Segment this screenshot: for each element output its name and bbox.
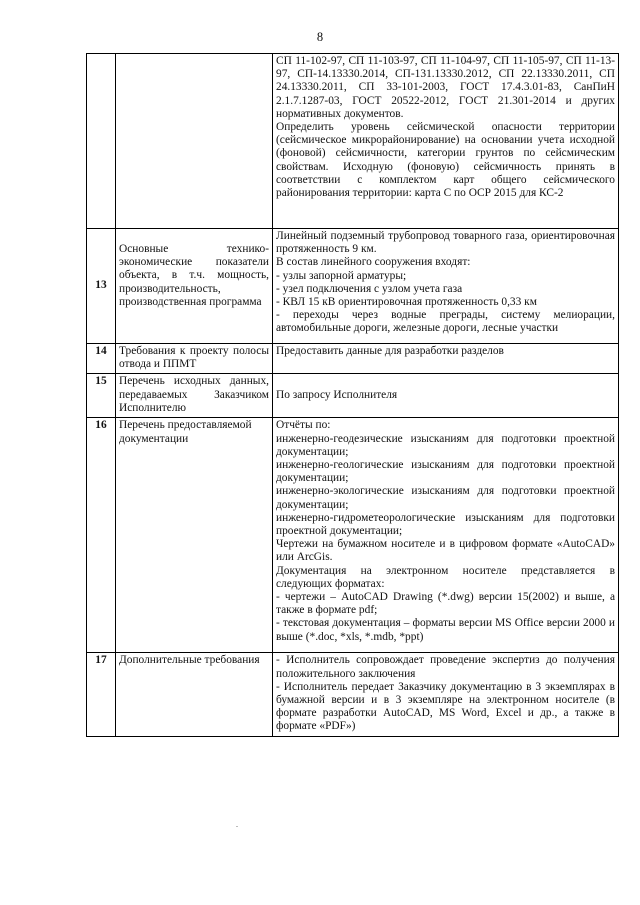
value-paragraph: - текстовая документация – форматы версии MS Office версии 2000 и выше (*.doc, *xls, *.mdb, *ppt)	[276, 617, 615, 643]
scan-dot	[236, 826, 238, 827]
row-name-text: Перечень предоставляемой документации	[119, 419, 252, 445]
table-row	[87, 374, 619, 418]
value-paragraph: СП 11-102-97, СП 11-103-97, СП 11-104-97, СП 11-105-97, СП 11-13-97, СП-14.13330.2014, СП-131.13330.2012, СП 22.13330.2011, СП 24.13330.2011, СП 33-101-2003, ГОСТ 17.4.3.01-83, СанПиН 2.1.7.1287-03, ГОСТ 20522-2012, ГОСТ 21.301-2014 и других нормативных документов.	[276, 55, 615, 120]
table-row	[87, 418, 619, 653]
value-paragraph: - узлы запорной арматуры;	[276, 269, 407, 282]
value-paragraph: - КВЛ 15 кВ ориентировочная протяженность 0,33 км	[276, 296, 537, 309]
row-number: 15	[87, 374, 116, 418]
row-name-text: Дополнительные требования	[119, 654, 260, 667]
row-value	[273, 418, 619, 653]
row-number: 17	[87, 653, 116, 736]
value-paragraph: инженерно-геодезические изысканиям для подготовки проектной документации;	[276, 432, 615, 458]
table-row	[87, 344, 619, 374]
row-name-text: Основные технико-экономические показатели объекта, в т.ч. мощность, производительность, производственная программа	[119, 243, 269, 308]
row-name	[116, 344, 273, 374]
value-paragraph: Предоставить данные для разработки разделов	[276, 345, 504, 357]
value-paragraph: Чертежи на бумажном носителе и в цифровом формате «AutoCAD» или ArcGis.	[276, 538, 615, 564]
row-value	[273, 653, 619, 736]
page-number: 8	[316, 30, 324, 44]
row-name	[116, 418, 273, 653]
row-value	[273, 229, 619, 344]
value-paragraph: - чертежи – AutoCAD Drawing (*.dwg) версии 15(2002) и выше, а также в формате pdf;	[276, 591, 615, 617]
value-paragraph: - Исполнитель сопровождает проведение экспертиз до получения положительного заключения	[276, 654, 615, 680]
value-paragraph: Линейный подземный трубопровод товарного газа, ориентировочная протяженность 9 км.	[276, 230, 615, 256]
table-row	[87, 229, 619, 344]
row-name	[116, 54, 273, 229]
value-paragraph: - переходы через водные преграды, систему мелиорации, автомобильные дороги, железные дороги, лесные участки	[276, 309, 615, 335]
value-paragraph: В состав линейного сооружения входят:	[276, 256, 471, 269]
row-value	[273, 344, 619, 374]
value-paragraph: Документация на электронном носителе представляется в следующих форматах:	[276, 564, 615, 590]
row-value	[273, 374, 619, 418]
value-paragraph: Определить уровень сейсмической опасности территории (сейсмическое микрорайонирование) на основании учета исходной (фоновой) сейсмичности, категории грунтов по сейсмическим свойствам. Исходную (фоновую) сейсмичность принять в соответствии с комплектом карт общего сейсмического районирования территории: карта С по ОСР 2015 для КС-2	[276, 121, 615, 200]
row-value	[273, 54, 619, 229]
row-number: 14	[87, 344, 116, 374]
value-paragraph: инженерно-экологические изысканиям для подготовки проектной документации;	[276, 485, 615, 511]
table-row	[87, 653, 619, 736]
requirements-table	[86, 53, 619, 737]
row-name	[116, 653, 273, 736]
value-paragraph: По запросу Исполнителя	[276, 388, 398, 401]
row-number: 16	[87, 418, 116, 653]
value-paragraph: - Исполнитель передает Заказчику документацию в 3 экземплярах в бумажной версии и в 3 экземпляре на электронном носителе (в формате разработки AutoCAD, MS Word, Excel и др., а также в формате «PDF»)	[276, 680, 615, 733]
row-name-text: Перечень исходных данных, передаваемых Заказчиком Исполнителю	[119, 375, 269, 414]
value-paragraph: инженерно-гидрометеорологические изысканиям для подготовки проектной документации;	[276, 511, 615, 538]
value-paragraph: Отчёты по:	[276, 419, 331, 432]
value-paragraph: инженерно-геологические изысканиям для подготовки проектной документации;	[276, 459, 615, 485]
row-number	[87, 54, 116, 229]
value-paragraph: - узел подключения с узлом учета газа	[276, 282, 463, 295]
table-row	[87, 54, 619, 229]
row-number: 13	[87, 229, 116, 344]
row-name	[116, 229, 273, 344]
row-name-text: Требования к проекту полосы отвода и ППМТ	[119, 345, 269, 371]
row-name	[116, 374, 273, 418]
